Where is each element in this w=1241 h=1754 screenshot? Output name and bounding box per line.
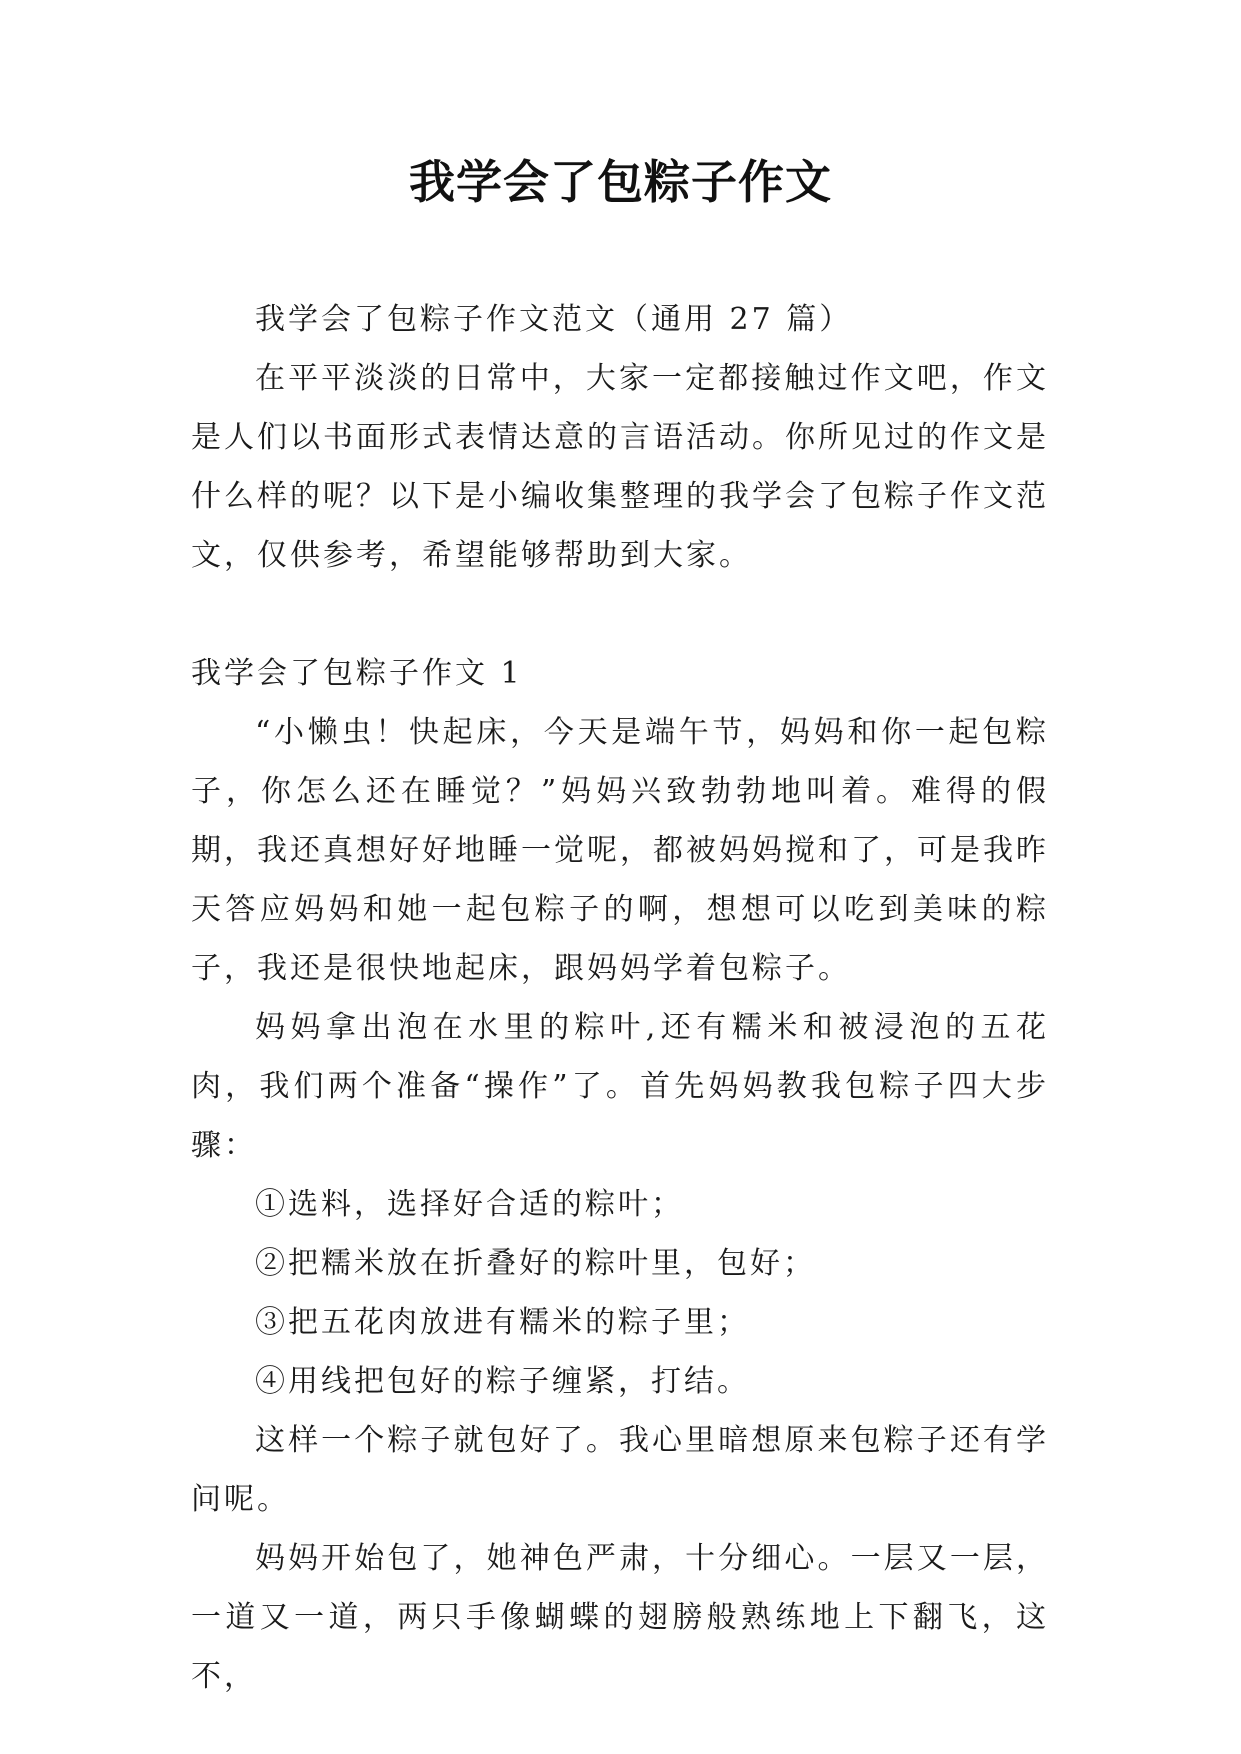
- step-item: ③把五花肉放进有糯米的粽子里；: [255, 1305, 750, 1340]
- step-item: ④用线把包好的粽子缠紧，打结。: [255, 1364, 750, 1399]
- document-body: [191, 290, 1049, 1706]
- step-item: ②把糯米放在折叠好的粽叶里，包好；: [255, 1246, 816, 1281]
- intro-paragraph: 在平平淡淡的日常中，大家一定都接触过作文吧，作文是人们以书面形式表情达意的言语活动。你所见过的作文是什么样的呢？以下是小编收集整理的我学会了包粽子作文范文，仅供参考，希望能够帮助到大家。: [191, 361, 1049, 573]
- paragraph: 妈妈拿出泡在水里的粽叶,还有糯米和被浸泡的五花肉，我们两个准备“操作”了。首先妈妈教我包粽子四大步骤：: [191, 1010, 1049, 1163]
- paragraph: 妈妈开始包了，她神色严肃，十分细心。一层又一层，一道又一道，两只手像蝴蝶的翅膀般熟练地上下翻飞，这不，: [191, 1541, 1049, 1694]
- step-item: ①选料，选择好合适的粽叶；: [255, 1187, 684, 1222]
- section-heading: 我学会了包粽子作文 1: [191, 656, 523, 691]
- paragraph: 这样一个粽子就包好了。我心里暗想原来包粽子还有学问呢。: [191, 1423, 1049, 1517]
- intro-subtitle: 我学会了包粽子作文范文（通用 27 篇）: [255, 302, 853, 337]
- paragraph: “小懒虫！快起床，今天是端午节，妈妈和你一起包粽子，你怎么还在睡觉？”妈妈兴致勃勃地叫着。难得的假期，我还真想好好地睡一觉呢，都被妈妈搅和了，可是我昨天答应妈妈和她一起包粽子的啊，想想可以吃到美味的粽子，我还是很快地起床，跟妈妈学着包粽子。: [191, 715, 1049, 986]
- document-title: 我学会了包粽子作文: [409, 155, 832, 209]
